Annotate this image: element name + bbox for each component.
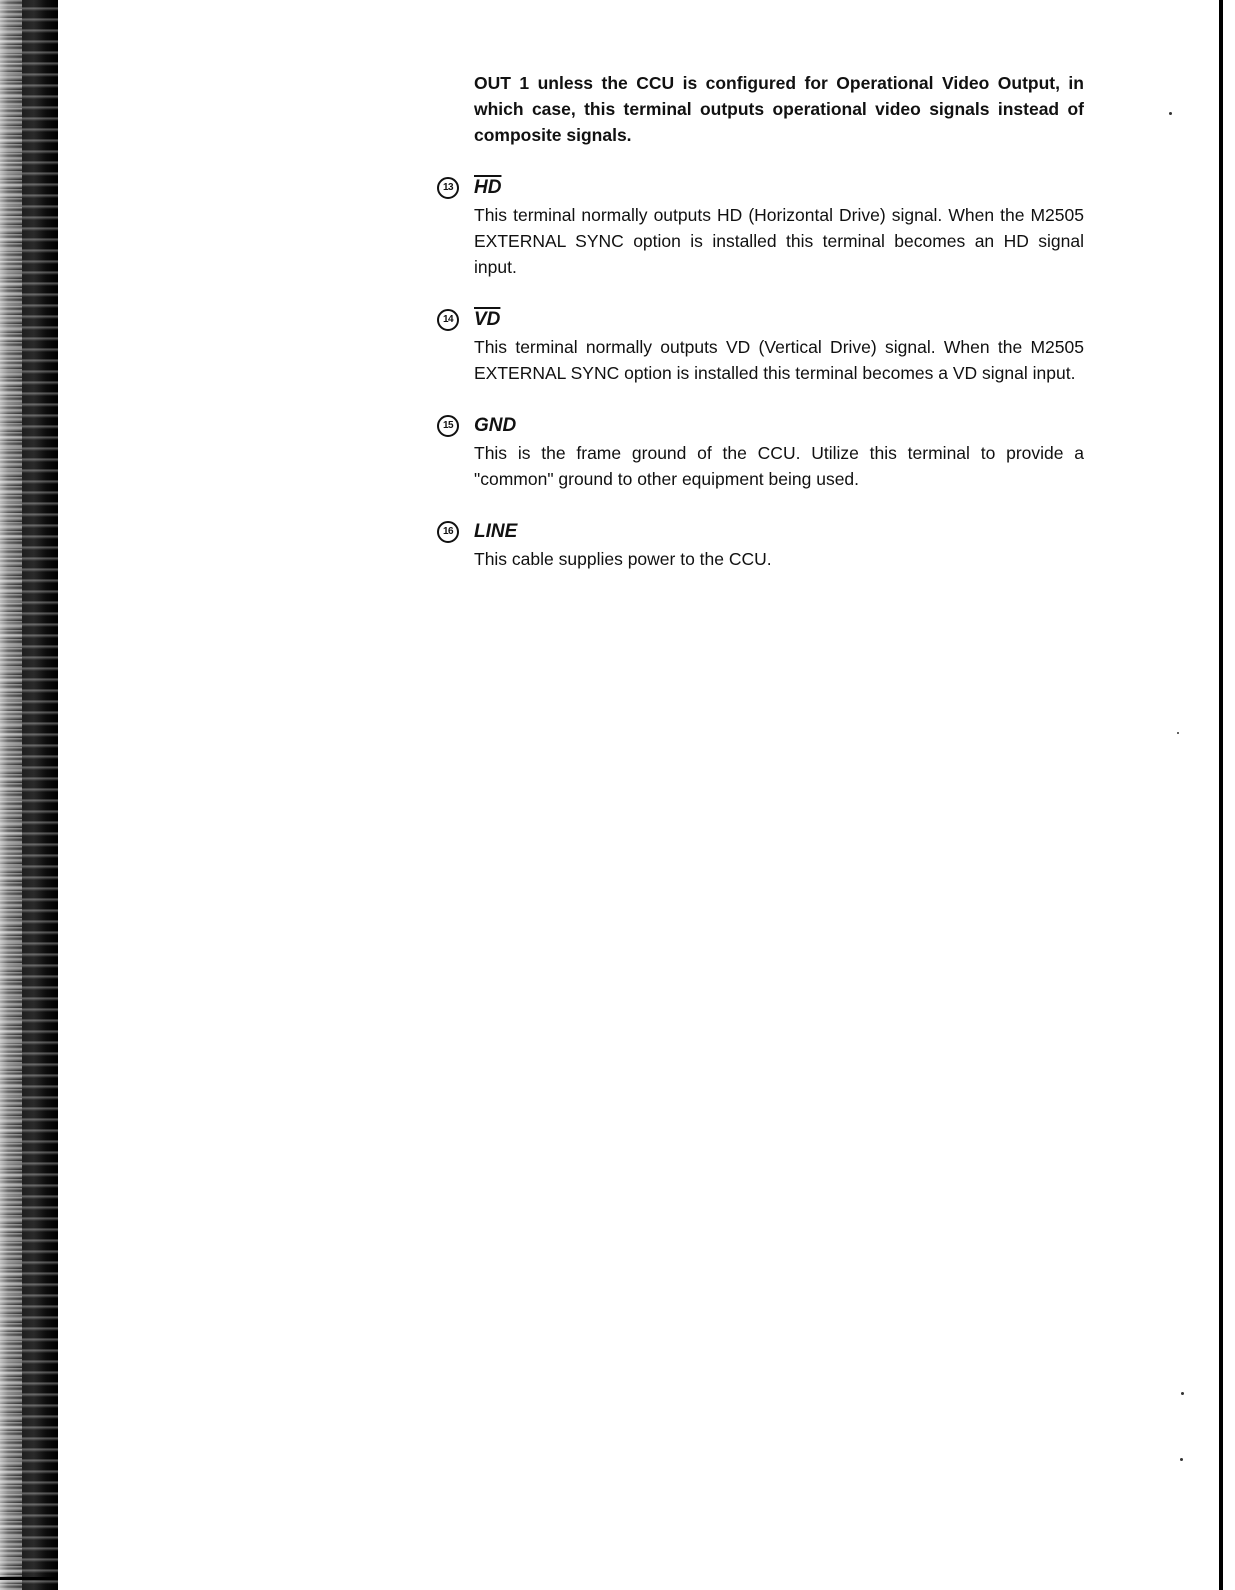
scan-speck [1169,112,1172,115]
terminal-entry-vd [442,306,1084,386]
intro-text: unless the CCU is configured for Operational Video Output, in which case, this terminal outputs operational video signals instead of composite signals. [474,73,1084,145]
document-body [442,70,1084,572]
entry-title: LINE [474,521,518,542]
entry-description: This is the frame ground of the CCU. Utilize this terminal to provide a "common" ground to other equipment being used. [474,443,1084,489]
intro-lead-term: OUT 1 [474,73,530,93]
scan-binding-edge [0,0,58,1590]
scan-speck [1181,1392,1184,1395]
scan-speck [1180,1458,1183,1461]
terminal-entry-gnd [442,412,1084,492]
entry-title: GND [474,415,517,436]
entry-title: $\overline{VD}$ [474,309,501,330]
entry-description: This terminal normally outputs VD (Vertical Drive) signal. When the M2505 EXTERNAL SYNC option is installed this terminal becomes a VD signal input. [474,337,1084,383]
scan-speck [1177,732,1179,734]
entry-description: This cable supplies power to the CCU. [474,549,772,569]
intro-paragraph [474,70,1084,148]
entry-title: $\overline{HD}$ [474,177,502,198]
entry-number-badge: 15 [437,415,459,437]
terminal-entry-line [442,518,1084,572]
terminal-entry-hd [442,174,1084,280]
scan-right-edge [1219,0,1223,1590]
entry-description: This terminal normally outputs HD (Horizontal Drive) signal. When the M2505 EXTERNAL SYNC option is installed this terminal becomes an HD signal input. [474,205,1084,277]
entry-number-badge: 13 [437,177,459,199]
entry-number-badge: 16 [437,521,459,543]
entry-number-badge: 14 [437,309,459,331]
scan-edge-rule [0,1577,58,1580]
